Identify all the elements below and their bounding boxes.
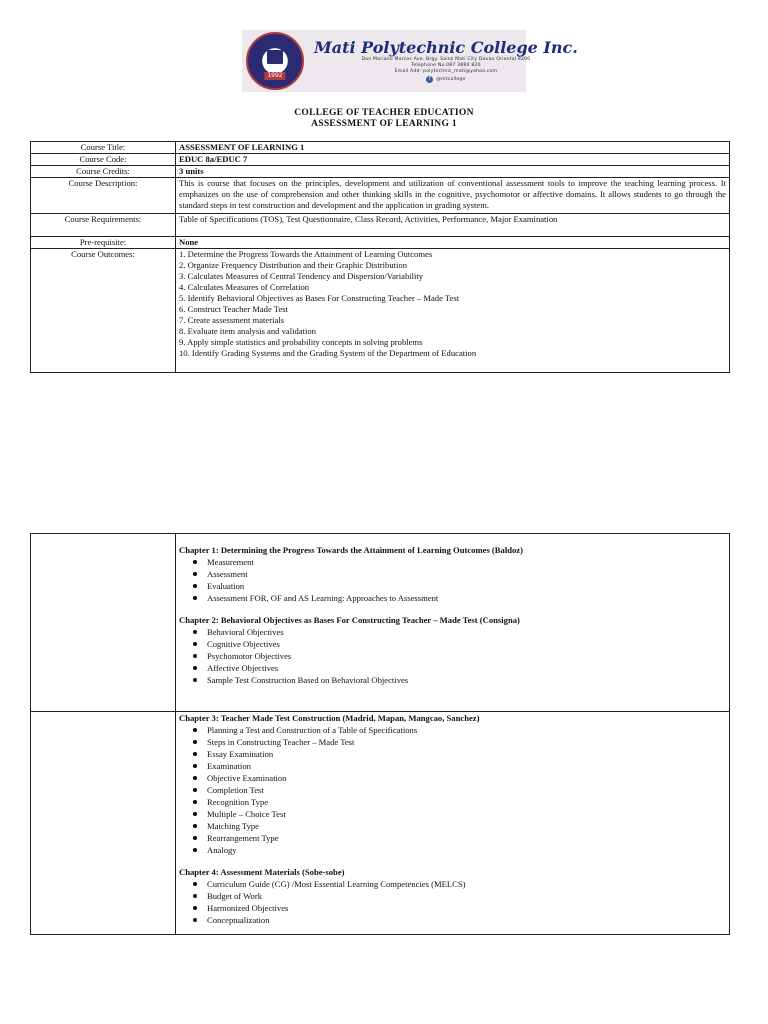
- list-item: Completion Test: [207, 784, 726, 796]
- facebook-row: [314, 76, 578, 83]
- list-item: 10. Identify Grading Systems and the Grading System of the Department of Education: [179, 348, 477, 358]
- list-item: 2. Organize Frequency Distribution and their Graphic Distribution: [179, 260, 408, 270]
- prerequisite-label: Pre-requisite:: [31, 237, 176, 249]
- seal-year: 1992: [264, 72, 285, 80]
- chapter-title: Chapter 4: Assessment Materials (Sobe-sobe): [179, 867, 345, 877]
- course-title-value: ASSESSMENT OF LEARNING 1: [176, 142, 730, 154]
- course-description-label: Course Description:: [31, 178, 176, 214]
- outcomes-list: [179, 249, 726, 359]
- chapters-cell: [176, 534, 730, 712]
- list-item: 5. Identify Behavioral Objectives as Bases For Constructing Teacher – Made Test: [179, 293, 460, 303]
- table-row: [31, 154, 730, 166]
- table-row: [31, 178, 730, 214]
- course-code-label: Course Code:: [31, 154, 176, 166]
- list-item: 8. Evaluate item analysis and validation: [179, 326, 316, 336]
- course-description-value: This is course that focuses on the principles, development and utilization of conventional assessment tools to improve the teaching learning process. It emphasizes on the use of comprehension and other thinking skills in the cognitive, psychomotor or affective domains. It allows students to go through the standard steps in test construction and development and the application in grading system.: [176, 178, 730, 214]
- college-logo-banner: [242, 30, 578, 92]
- course-outcomes-value: [176, 249, 730, 373]
- list-item: 1. Determine the Progress Towards the Attainment of Learning Outcomes: [179, 249, 433, 259]
- chapter-title: Chapter 2: Behavioral Objectives as Bases For Constructing Teacher – Made Test (Consigna): [179, 615, 520, 625]
- course-requirements-label: Course Requirements:: [31, 214, 176, 237]
- list-item: Assessment: [207, 568, 726, 580]
- list-item: Affective Objectives: [207, 662, 726, 674]
- list-item: Budget of Work: [207, 890, 726, 902]
- course-content-table: [30, 533, 730, 935]
- college-address: Don Mariano Marcos Ave. Brgy. Sainz Mati City Davao Oriental 8200: [361, 57, 531, 62]
- course-info-table: [30, 141, 730, 373]
- list-item: 9. Apply simple statistics and probability concepts in solving problems: [179, 337, 423, 347]
- facebook-handle: @mtcollege: [436, 76, 466, 82]
- list-item: Assessment FOR, OF and AS Learning: Approaches to Assessment: [207, 592, 726, 604]
- heading-college: COLLEGE OF TEACHER EDUCATION: [294, 108, 474, 118]
- empty-cell: [31, 534, 176, 712]
- college-name: Mati Polytechnic College Inc.: [314, 38, 578, 57]
- chapters-cell: [176, 712, 730, 935]
- list-item: 4. Calculates Measures of Correlation: [179, 282, 310, 292]
- facebook-icon: f: [426, 76, 433, 83]
- list-item: Examination: [207, 760, 726, 772]
- course-credits-value: 3 units: [176, 166, 730, 178]
- list-item: Harmonized Objectives: [207, 902, 726, 914]
- table-row: [31, 237, 730, 249]
- book-icon: [267, 50, 283, 64]
- college-telephone: Telephone No.087 3884 820: [411, 63, 481, 68]
- list-item: Planning a Test and Construction of a Table of Specifications: [207, 724, 726, 736]
- list-item: 7. Create assessment materials: [179, 315, 285, 325]
- list-item: Cognitive Objectives: [207, 638, 726, 650]
- chapter-topics: [179, 556, 726, 604]
- list-item: Multiple – Choice Test: [207, 808, 726, 820]
- chapter-topics: [179, 626, 726, 686]
- chapter-title: Chapter 1: Determining the Progress Towards the Attainment of Learning Outcomes (Baldoz): [179, 545, 523, 555]
- list-item: Conceptualization: [207, 914, 726, 926]
- course-title-label: Course Title:: [31, 142, 176, 154]
- list-item: Behavioral Objectives: [207, 626, 726, 638]
- list-item: 6. Construct Teacher Made Test: [179, 304, 288, 314]
- list-item: Recognition Type: [207, 796, 726, 808]
- empty-cell: [31, 712, 176, 935]
- course-requirements-value: Table of Specifications (TOS), Test Questionnaire, Class Record, Activities, Performance, Major Examination: [176, 214, 730, 237]
- chapter-topics: [179, 724, 726, 856]
- list-item: Measurement: [207, 556, 726, 568]
- table-row: [31, 249, 730, 373]
- college-seal-icon: [246, 32, 304, 90]
- document-heading: [0, 108, 768, 130]
- chapter-title: Chapter 3: Teacher Made Test Construction (Madrid, Mapan, Mangcao, Sanchez): [179, 713, 480, 723]
- course-outcomes-label: Course Outcomes:: [31, 249, 176, 373]
- course-credits-label: Course Credits:: [31, 166, 176, 178]
- list-item: Essay Examination: [207, 748, 726, 760]
- list-item: Steps in Constructing Teacher – Made Test: [207, 736, 726, 748]
- table-row: [31, 534, 730, 712]
- list-item: Analogy: [207, 844, 726, 856]
- table-row: [31, 142, 730, 154]
- table-row: [31, 166, 730, 178]
- table-row: [31, 214, 730, 237]
- chapter-topics: [179, 878, 726, 926]
- list-item: Psychomotor Objectives: [207, 650, 726, 662]
- course-code-value: EDUC 8a/EDUC 7: [176, 154, 730, 166]
- logo-text-block: [314, 39, 578, 83]
- college-email: Email Add: polytechnic_mati@yahoo.com: [394, 69, 498, 74]
- heading-subject: ASSESSMENT OF LEARNING 1: [311, 119, 457, 129]
- list-item: Sample Test Construction Based on Behavioral Objectives: [207, 674, 726, 686]
- list-item: Objective Examination: [207, 772, 726, 784]
- list-item: Evaluation: [207, 580, 726, 592]
- list-item: 3. Calculates Measures of Central Tendency and Dispersion/Variability: [179, 271, 424, 281]
- list-item: Curriculum Guide (CG) /Most Essential Learning Competencies (MELCS): [207, 878, 726, 890]
- list-item: Rearrangement Type: [207, 832, 726, 844]
- list-item: Matching Type: [207, 820, 726, 832]
- table-row: [31, 712, 730, 935]
- prerequisite-value: None: [176, 237, 730, 249]
